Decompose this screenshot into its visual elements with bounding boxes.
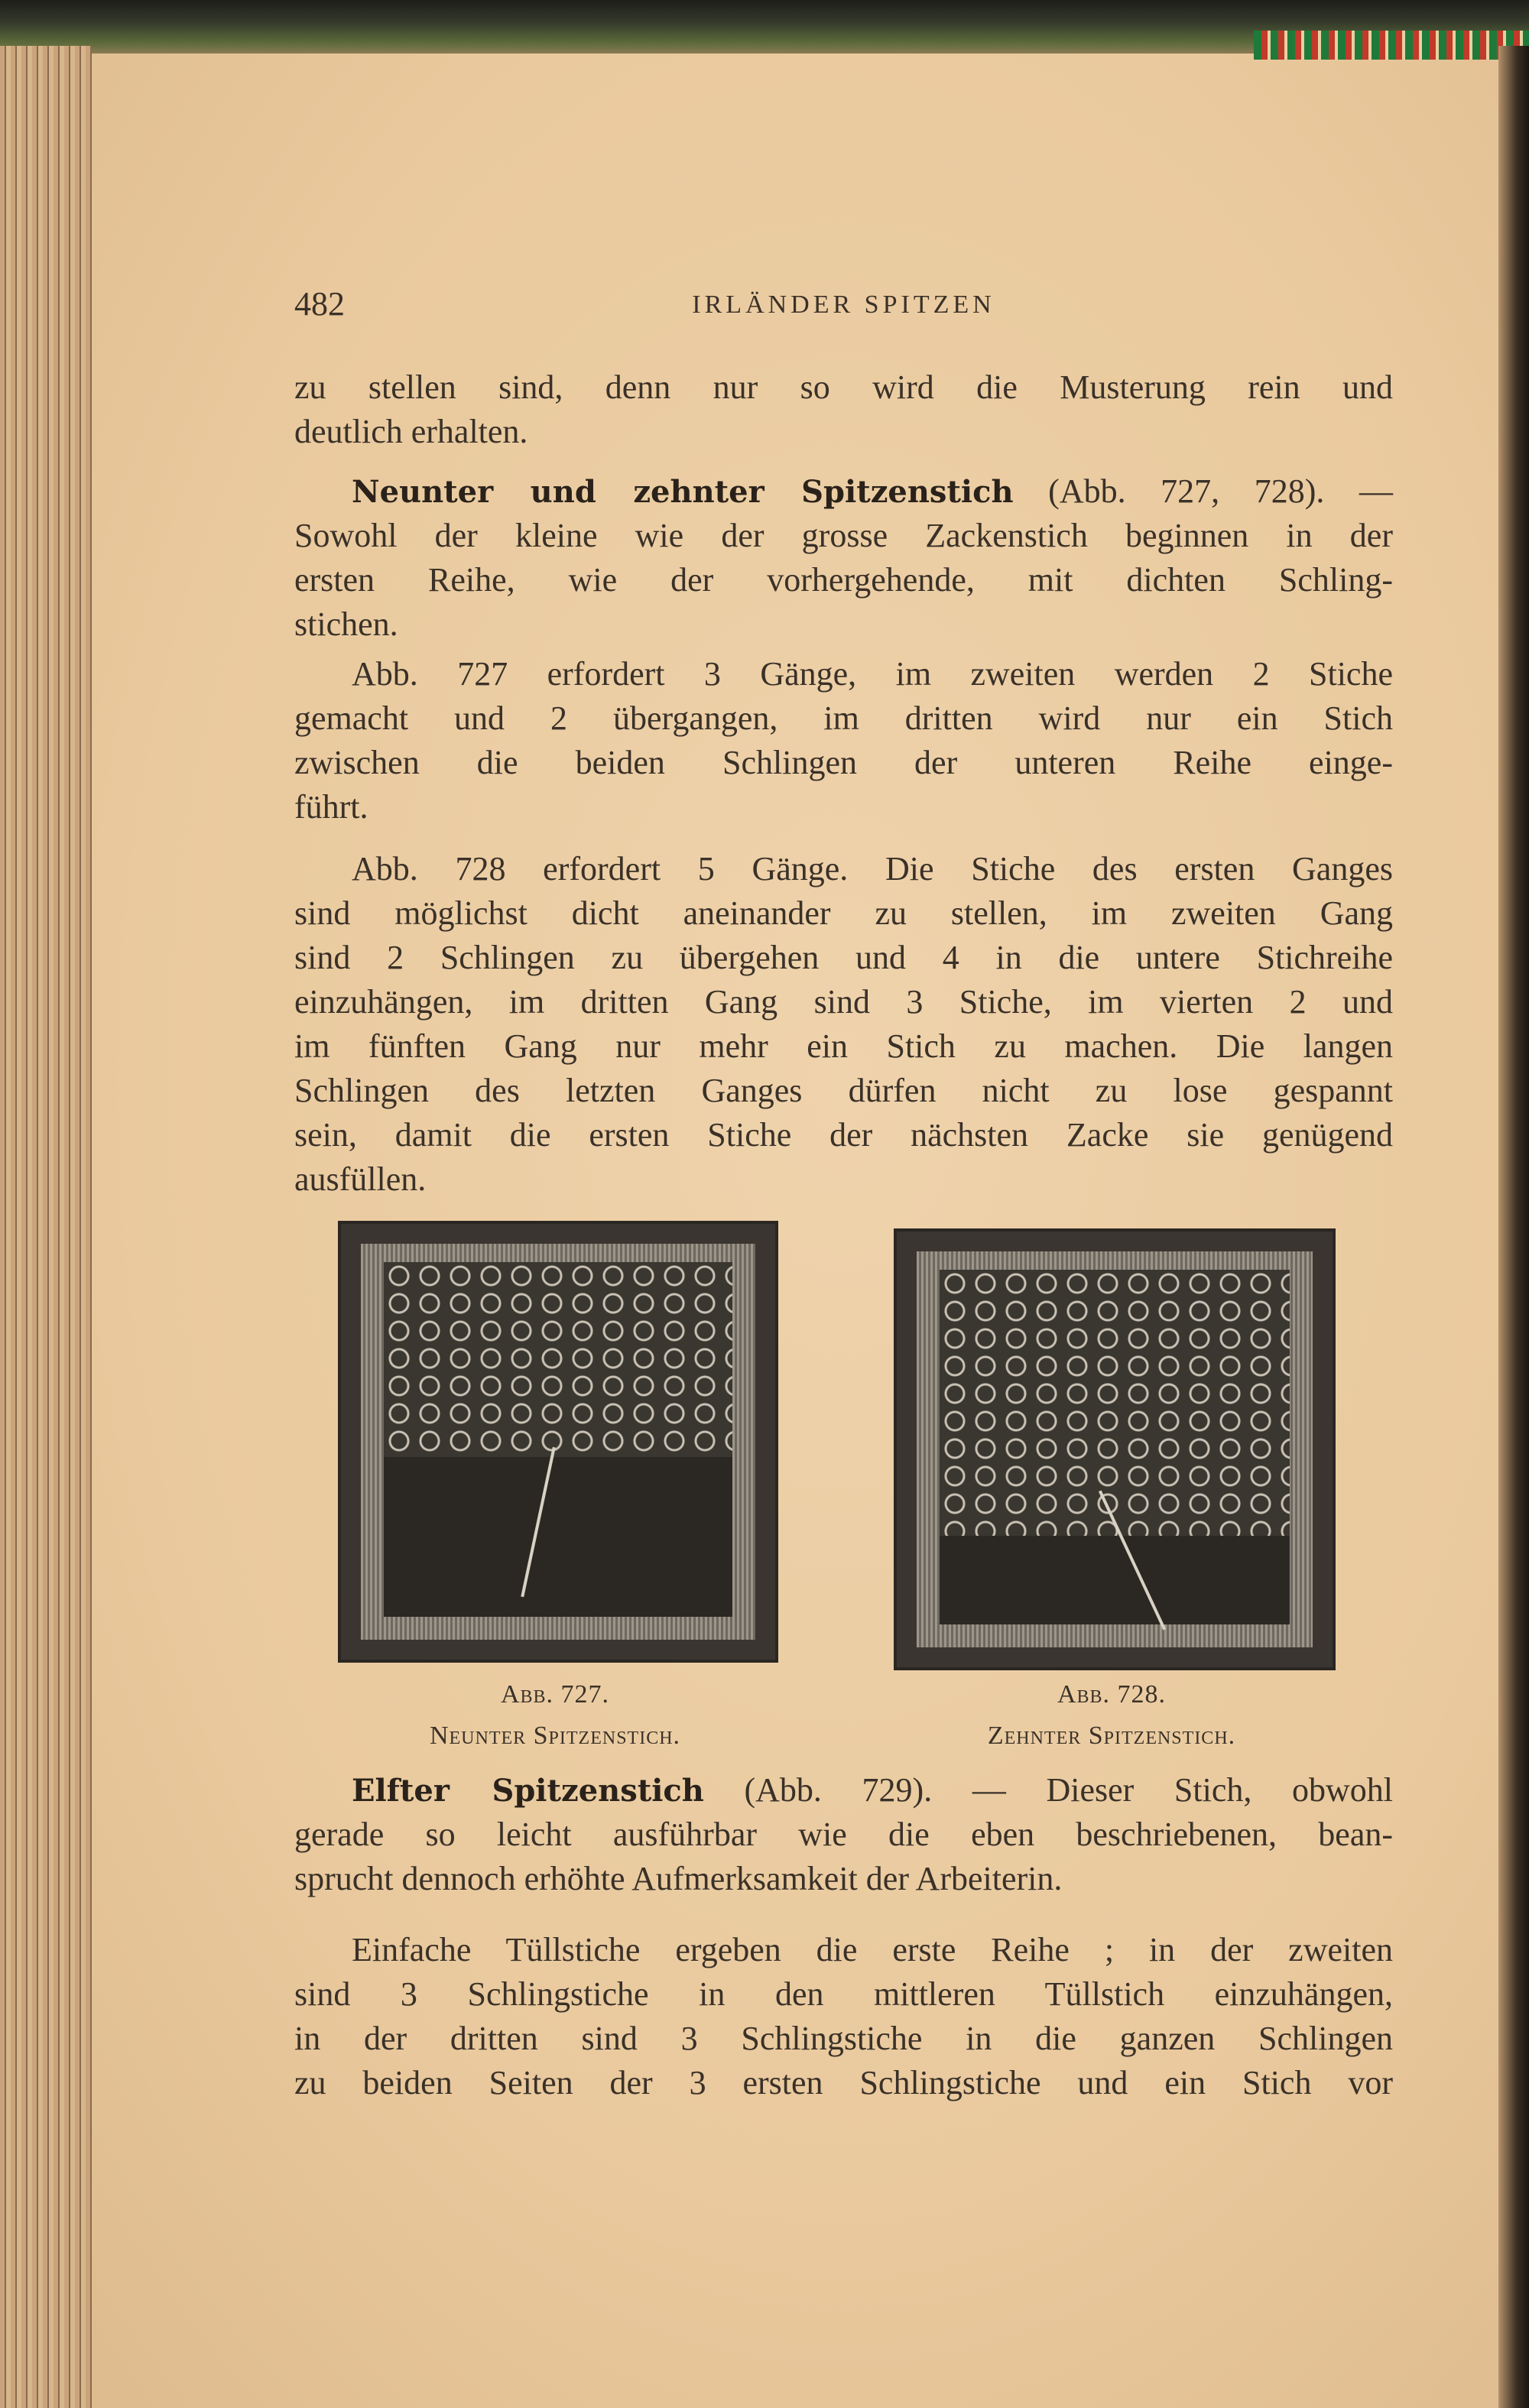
page-number: 482	[294, 285, 345, 323]
text-line: sein, damit die ersten Stiche der nächsten Zacke sie genügend	[294, 1116, 1393, 1154]
paragraph	[294, 469, 1393, 647]
running-title: IRLÄNDER SPITZEN	[692, 290, 995, 319]
figure-number: Abb. 728.	[1057, 1680, 1167, 1709]
bookmark-ribbon	[1254, 31, 1529, 60]
text-line: Schlingen des letzten Ganges dürfen nicht zu lose gespannt	[294, 1072, 1393, 1109]
text-line: Einfache Tüllstiche ergeben die erste Reihe ; in der zweiten	[352, 1931, 1393, 1968]
text-line	[294, 1768, 1393, 1812]
text-line: deutlich erhalten.	[294, 413, 528, 450]
text-line: Abb. 728 erfordert 5 Gänge. Die Stiche des ersten Ganges	[352, 850, 1393, 888]
paragraph	[294, 847, 1393, 1202]
text-line: im fünften Gang nur mehr ein Stich zu machen. Die langen	[294, 1027, 1393, 1065]
paragraph	[294, 365, 1393, 454]
text-line: zu stellen sind, denn nur so wird die Musterung rein und	[294, 368, 1393, 406]
running-header	[294, 284, 1393, 330]
text-line: zwischen die beiden Schlingen der unteren Reihe einge-	[294, 744, 1393, 781]
heading-rest: (Abb. 727, 728). —	[1013, 472, 1393, 510]
figure-title: Neunter Spitzenstich.	[429, 1722, 681, 1750]
text-line: stichen.	[294, 605, 398, 643]
paragraph	[294, 1768, 1393, 1901]
figure-728-image	[894, 1228, 1336, 1670]
text-line: gemacht und 2 übergangen, im dritten wird nur ein Stich	[294, 699, 1393, 737]
text-line: ausfüllen.	[294, 1160, 427, 1198]
text-line: Sowohl der kleine wie der grosse Zackenstich beginnen in der	[294, 517, 1393, 554]
text-line: sind 2 Schlingen zu übergehen und 4 in die untere Stichreihe	[294, 939, 1393, 976]
section-heading: Elfter Spitzenstich	[352, 1773, 704, 1809]
text-line: einzuhängen, im dritten Gang sind 3 Stiche, im vierten 2 und	[294, 983, 1393, 1021]
text-line: zu beiden Seiten der 3 ersten Schlingstiche und ein Stich vor	[294, 2064, 1393, 2101]
figure-number: Abb. 727.	[500, 1680, 610, 1709]
figure-728-caption	[844, 1674, 1379, 1757]
paragraph	[294, 652, 1393, 829]
figure-727-caption	[287, 1674, 823, 1757]
heading-rest: (Abb. 729). — Dieser Stich, obwohl	[703, 1771, 1393, 1809]
text-line: gerade so leicht ausführbar wie die eben beschriebenen, bean-	[294, 1816, 1393, 1853]
book-spine	[1498, 46, 1529, 2408]
page-stack-edge	[0, 46, 92, 2408]
text-line: in der dritten sind 3 Schlingstiche in die ganzen Schlingen	[294, 2020, 1393, 2057]
text-line: führt.	[294, 788, 368, 826]
text-line: sind 3 Schlingstiche in den mittleren Tüllstich einzuhängen,	[294, 1975, 1393, 2013]
text-line: sind möglichst dicht aneinander zu stellen, im zweiten Gang	[294, 894, 1393, 932]
paragraph	[294, 1928, 1393, 2105]
text-line: ersten Reihe, wie der vorhergehende, mit dichten Schling-	[294, 561, 1393, 599]
figure-727-image	[338, 1221, 778, 1663]
section-heading: Neunter und zehnter Spitzenstich	[352, 474, 1014, 510]
figure-title: Zehnter Spitzenstich.	[987, 1722, 1236, 1750]
text-line: sprucht dennoch erhöhte Aufmerksamkeit der Arbeiterin.	[294, 1860, 1063, 1897]
text-line: Abb. 727 erfordert 3 Gänge, im zweiten werden 2 Stiche	[352, 655, 1393, 693]
text-line	[294, 469, 1393, 514]
